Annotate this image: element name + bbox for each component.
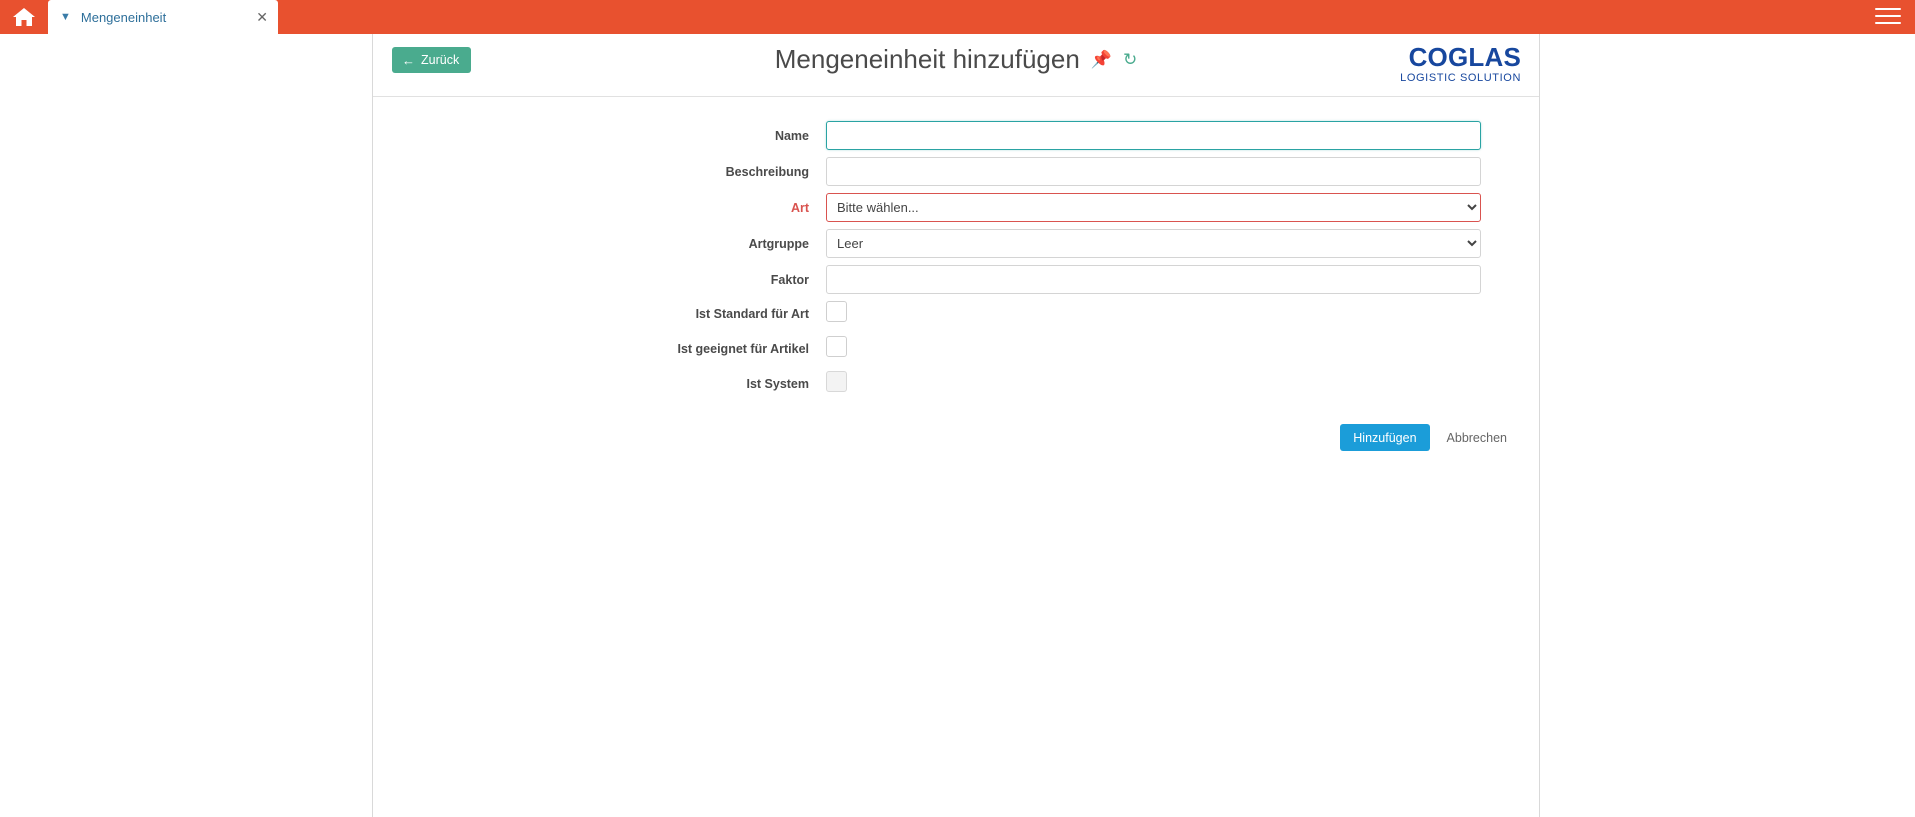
brand-tagline: LOGISTIC SOLUTION xyxy=(1400,72,1521,84)
label-artgruppe: Artgruppe xyxy=(748,236,809,251)
home-button[interactable] xyxy=(0,0,48,34)
label-name: Name xyxy=(774,128,809,143)
back-button-label: Zurück xyxy=(421,53,460,67)
tab-mengeneinheit[interactable] xyxy=(48,0,278,34)
artgruppe-select[interactable] xyxy=(826,229,1481,258)
label-ist-geeignet-fuer-artikel: Ist geeignet für Artikel xyxy=(677,342,809,356)
page-header xyxy=(373,34,1539,97)
brand-name: COGLAS xyxy=(1408,42,1521,72)
form-row-beschreibung xyxy=(373,157,1539,186)
form-row-ist-system xyxy=(373,371,1539,397)
form-row-faktor xyxy=(373,265,1539,294)
page-container xyxy=(372,34,1540,817)
form-row-ist-standard-fuer-art xyxy=(373,301,1539,327)
form-row-ist-geeignet-fuer-artikel xyxy=(373,336,1539,362)
label-ist-standard-fuer-art: Ist Standard für Art xyxy=(695,307,809,321)
page-title: Mengeneinheit hinzufügen xyxy=(774,44,1080,74)
name-input[interactable] xyxy=(826,121,1481,150)
arrow-left-icon: ← xyxy=(402,52,415,68)
chevron-down-icon[interactable]: ▼ xyxy=(60,10,71,23)
label-beschreibung: Beschreibung xyxy=(725,164,809,179)
top-bar xyxy=(0,0,1915,34)
refresh-icon[interactable]: ↻ xyxy=(1122,50,1138,69)
label-ist-system: Ist System xyxy=(746,377,809,391)
label-art: Art xyxy=(790,200,809,215)
hamburger-menu-icon[interactable] xyxy=(1875,5,1901,27)
ist-standard-fuer-art-checkbox[interactable] xyxy=(826,301,847,322)
cancel-button[interactable]: Abbrechen xyxy=(1434,424,1520,451)
form-row-artgruppe xyxy=(373,229,1539,258)
beschreibung-input[interactable] xyxy=(826,157,1481,186)
close-icon[interactable]: ✕ xyxy=(256,9,268,25)
form-row-name xyxy=(373,121,1539,150)
faktor-input[interactable] xyxy=(826,265,1481,294)
submit-button[interactable]: Hinzufügen xyxy=(1340,424,1429,451)
mengeneinheit-form xyxy=(373,97,1539,451)
form-row-art xyxy=(373,193,1539,222)
art-select[interactable] xyxy=(826,193,1481,222)
ist-system-checkbox xyxy=(826,371,847,392)
tab-label: Mengeneinheit xyxy=(80,9,167,25)
brand-logo xyxy=(1400,44,1521,84)
home-icon xyxy=(12,6,36,28)
form-actions xyxy=(373,424,1539,451)
page-title-area xyxy=(373,44,1539,75)
pin-icon[interactable]: 📌 xyxy=(1090,50,1112,69)
ist-geeignet-fuer-artikel-checkbox[interactable] xyxy=(826,336,847,357)
label-faktor: Faktor xyxy=(770,272,809,287)
back-button[interactable] xyxy=(392,47,471,73)
